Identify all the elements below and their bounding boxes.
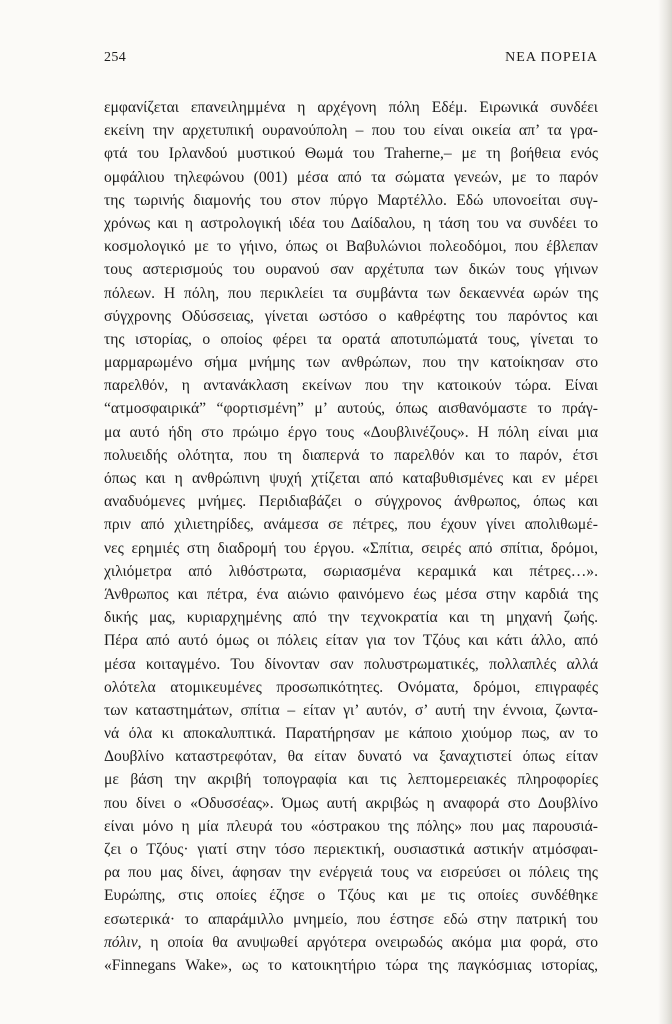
text-line: μαρμαρωμένο σήμα μνήμης των ανθρώπων, που την κατοίκησαν στο	[104, 354, 598, 372]
text-line: μέσα κοιταγμένο. Του δίνονταν σαν πολυστρωματικές, πολλαπλές αλλά	[104, 655, 598, 673]
text-line: Δουβλίνο καταστρεφόταν, θα είταν δυνατό να ξαναχτιστεί όπως είταν	[104, 748, 598, 766]
text-line: της ιστορίας, ο οποίος φέρει τα ορατά αποτυπώματά τους, γίνεται το	[104, 330, 598, 348]
text-line: με βάση την ακριβή τοπογραφία και τις λεπτομερειακές πληροφορίες	[104, 771, 598, 789]
text-line: δικής μας, κυριαρχημένης από την τεχνοκρατία και τη μηχανή ζωής.	[104, 609, 598, 627]
text-line: πριν από χιλιετηρίδες, ανάμεσα σε πέτρες, που έχουν γίνει απολιθωμέ-	[104, 516, 598, 534]
text-line: εμφανίζεται επανειλημμένα η αρχέγονη πόλη Εδέμ. Ειρωνικά συνδέει	[104, 99, 598, 116]
italic-word: πόλιν	[104, 933, 138, 951]
text-line: Ευρώπης, στις οποίες έζησε ο Τζόυς και με τις οποίες συνδέθηκε	[104, 887, 598, 905]
text-line: φτά του Ιρλανδού μυστικού Θωμά του Traherne,– με τη βοήθεια ενός	[104, 145, 598, 163]
text-line: των καταστημάτων, σπίτια – είταν γι’ αυτόν, σ’ αυτή την έννοια, ζωντα-	[104, 701, 598, 719]
text-line: που δίνει ο «Οδυσσέας». Όμως αυτή ακριβώς η αναφορά στο Δουβλίνο	[104, 794, 598, 812]
page-edge-shadow	[658, 0, 672, 1024]
text-line: σύγχρονης Οδύσσειας, γίνεται ωστόσο ο καθρέφτης του παρόντος και	[104, 307, 598, 325]
text-line: Άνθρωπος και πέτρα, ένα αιώνιο φαινόμενο έως μέσα στην καρδιά της	[104, 585, 598, 603]
text-line: αναδυόμενες μνήμες. Περιδιαβάζει ο σύγχρονος άνθρωπος, όπως και	[104, 493, 598, 511]
text-line: νες ερημιές στη διαδρομή του έργου. «Σπίτια, σειρές από σπίτια, δρόμοι,	[104, 539, 598, 557]
text-line: τους αστερισμούς του ουρανού σαν αρχέτυπα των δικών τους γήινων	[104, 261, 598, 279]
text-line: κοσμολογικό με το γήινο, όπως οι Βαβυλώνιοι πολεοδόμοι, που έβλεπαν	[104, 238, 598, 256]
text-line: παρελθόν, η αντανάκλαση εκείνων που την κατοικούν τώρα. Είναι	[104, 377, 598, 395]
body-text	[104, 96, 598, 977]
text-line: πόλεων. Η πόλη, που περικλείει τα συμβάντα των δεκαεννέα ωρών της	[104, 284, 598, 302]
text-line: όπως και η ανθρώπινη ψυχή χτίζεται από καταβυθισμένες και εν μέρει	[104, 470, 598, 487]
text-line: νά όλα κι αποκαλυπτικά. Παρατήρησαν με κάποιο χιούμορ πως, αν το	[104, 725, 598, 743]
text-line: “ατμοσφαιρικά” “φορτισμένη” μ’ αυτούς, όπως αισθανόμαστε το πράγ-	[104, 400, 598, 418]
text-line: πόλιν, η οποία θα ανυψωθεί αργότερα ονειρωδώς ακόμα μια φορά, στο	[104, 933, 598, 951]
text-line: μα αυτό ήδη στο πρώιμο έργο τους «Δουβλινέζους». Η πόλη είναι μια	[104, 423, 598, 441]
text-line: εσωτερικά· το απαράμιλλο μνημείο, που έστησε εδώ στην πατρική του	[104, 910, 598, 928]
text-line: ολότελα ατομικευμένες προσωπικότητες. Ονόματα, δρόμοι, επιγραφές	[104, 678, 598, 696]
text-line: Πέρα από αυτό όμως οι πόλεις είταν για τον Τζόυς και κάτι άλλο, από	[104, 632, 598, 650]
running-title: ΝΕΑ ΠΟΡΕΙΑ	[505, 50, 598, 65]
text-line: χιλιόμετρα από λιθόστρωτα, σωριασμένα κεραμικά και πέτρες…».	[104, 562, 598, 580]
text-line: ρα που μας δίνει, άφησαν την ενέργειά τους να εισρεύσει οι πόλεις της	[104, 864, 598, 882]
text-line: χρόνως και η αστρολογική ιδέα του Δαίδαλου, η τάση του να συνδέει το	[104, 214, 598, 232]
text-line: εκείνη την αρχετυπική ουρανούπολη – που του είναι οικεία απ’ τα γρα-	[104, 122, 598, 140]
text-line: «Finnegans Wake», ως το κατοικητήριο τώρα της παγκόσμιας ιστορίας,	[104, 956, 598, 974]
text-line: ομφάλιου τηλεφώνου (001) μέσα από τα σώματα γενεών, με το παρόν	[104, 168, 598, 186]
text-line: πολυειδής ολότητα, που τη διαπερνά το παρελθόν και το παρόν, έτσι	[104, 446, 598, 464]
text-line: ζει ο Τζόυς· γιατί στην τόσο περιεκτική, ουσιαστικά αστικήν ατμόσφαι-	[104, 841, 598, 858]
text-line: είναι μόνο η μία πλευρά του «όστρακου της πόλης» που μας παρουσιά-	[104, 817, 598, 835]
page-header	[104, 50, 598, 72]
page-number: 254	[104, 50, 127, 65]
text-line: της τωρινής διαμονής του στον πύργο Μαρτέλλο. Εδώ υπονοείται συγ-	[104, 191, 598, 209]
